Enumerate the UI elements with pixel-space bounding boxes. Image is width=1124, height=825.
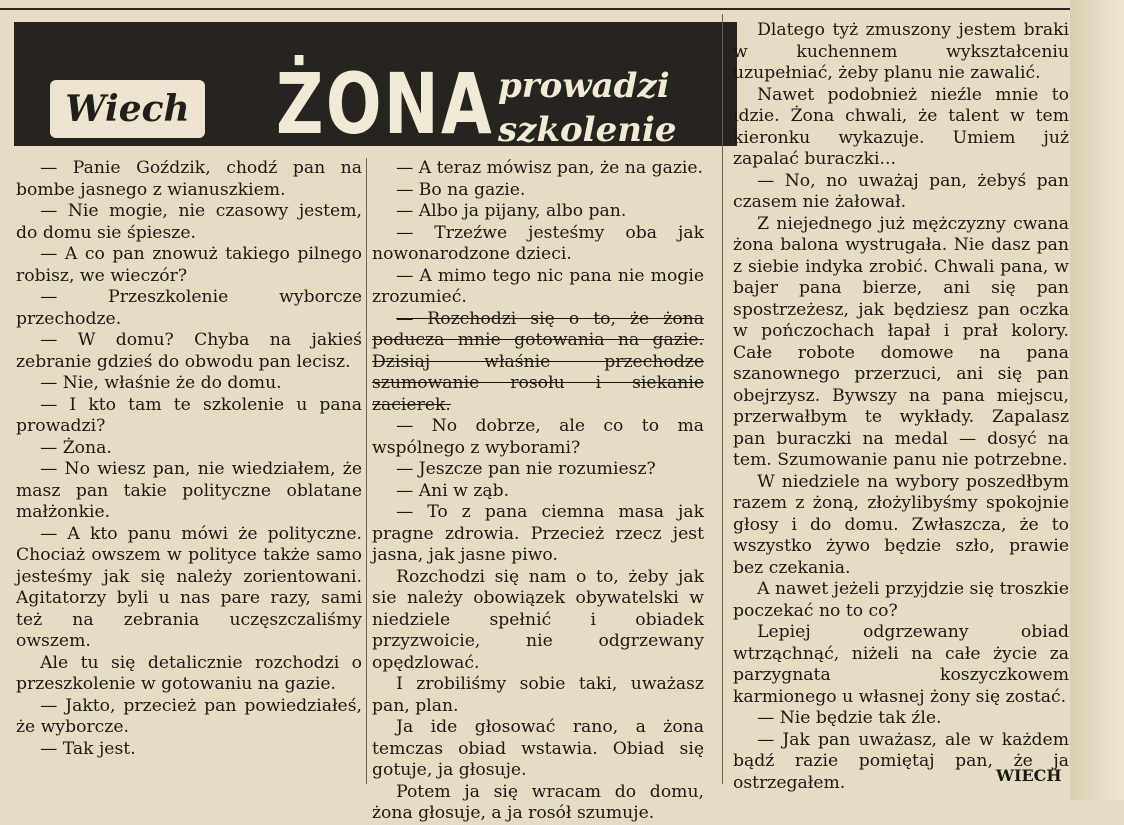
paragraph: — A co pan znowuż takiego pilnego robisz, we wieczór? <box>16 244 362 286</box>
article-subtitle <box>498 64 677 152</box>
author-signature: WIECH <box>996 766 1062 785</box>
paragraph: Rozchodzi się nam o to, żeby jak sie należy obowiązek obywatelski w niedziele spełnić i obiadek przyzwoicie, nie odgrzewany opędzlować. <box>372 566 704 673</box>
paragraph: — W domu? Chyba na jakieś zebranie gdzieś do obwodu pan lecisz. <box>16 330 362 372</box>
headline-banner <box>14 22 737 153</box>
column-divider <box>366 158 367 784</box>
paragraph: A nawet jeżeli przyjdzie się troszkie poczekać no to co? <box>733 579 1069 621</box>
paragraph: Lepiej odgrzewany obiad wtrząchnąć, niżeli na całe życie za parzygnata koszyczkowem karmionego u własnej żony się zostać. <box>733 622 1069 707</box>
paragraph: — No dobrze, ale co to ma wspólnego z wyborami? <box>372 416 704 458</box>
paragraph: — Albo ja pijany, albo pan. <box>396 201 627 221</box>
paragraph: — Nie mogie, nie czasowy jestem, do domu sie śpiesze. <box>16 201 362 243</box>
paper-edge <box>1070 0 1124 800</box>
paragraph: — Rozchodzi się o to, że żona poducza mnie gotowania na gazie. Dzisiaj właśnie przechodze szumowanie rosołu i siekanie zacierek. <box>372 308 704 415</box>
paragraph: — Bo na gazie. <box>396 179 526 200</box>
paragraph: — To z pana ciemna masa jak pragne zdrowia. Przecież rzecz jest jasna, jak jasne piwo. <box>372 502 704 565</box>
paragraph: — Panie Goździk, chodź pan na bombe jasnego z wianuszkiem. <box>16 158 362 200</box>
paragraph: — Jak pan uważasz, ale w każdem bądź razie pomiętaj pan, że ja ostrzegałem. <box>733 729 1069 793</box>
paragraph: — A mimo tego nic pana nie mogie zrozumieć. <box>372 265 704 307</box>
paragraph: — Trzeźwe jesteśmy oba jak nowonarodzone dzieci. <box>372 222 704 264</box>
paragraph: — Nie będzie tak źle. <box>757 708 942 728</box>
paragraph: — Ani w ząb. <box>396 480 510 501</box>
paragraph: — Żona. <box>40 437 112 458</box>
paragraph: — Nie, właśnie że do domu. <box>40 373 282 393</box>
author-label: Wiech <box>50 80 205 138</box>
paragraph: — A teraz mówisz pan, że na gazie. <box>396 158 704 178</box>
paragraph: — No wiesz pan, nie wiedziałem, że masz pan takie polityczne oblatane małżonkie. <box>16 459 362 522</box>
paragraph: — No, no uważaj pan, żebyś pan czasem nie żałował. <box>733 170 1069 212</box>
column-divider <box>722 14 723 784</box>
paragraph: — Przeszkolenie wyborcze przechodze. <box>16 287 362 329</box>
subtitle-line-1: prowadzi <box>498 66 670 106</box>
subtitle-line-2: szkolenie <box>498 110 677 150</box>
paragraph: Ja ide głosować rano, a żona temczas obiad wstawia. Obiad się gotuje, ja głosuje. <box>372 717 704 780</box>
text-column-3 <box>733 20 1069 794</box>
text-column-2 <box>372 158 704 825</box>
top-rule <box>0 8 1124 10</box>
paragraph: Nawet podobnież nieźle mnie to idzie. Żona chwali, że talent w tem kieronku wykazuje. Umiem już zapalać buraczki... <box>733 84 1069 169</box>
article-title: ŻONA <box>276 55 495 153</box>
paragraph: — Jakto, przecież pan powiedziałeś, że wyborcze. <box>16 695 362 737</box>
paragraph: — Tak jest. <box>40 738 136 759</box>
paragraph: — A kto panu mówi że polityczne. Chociaż owszem w polityce także samo jesteśmy jak się należy zorientowani. Agitatorzy byli u nas pare razy, sami też na zebrania uczęszczaliśmy owszem. <box>16 523 362 651</box>
paragraph: — I kto tam te szkolenie u pana prowadzi? <box>16 394 362 436</box>
paragraph: — Jeszcze pan nie rozumiesz? <box>396 459 656 479</box>
paragraph: W niedziele na wybory poszedłbym razem z żoną, złożylibyśmy spokojnie głosy i do domu. Zwłaszcza, że to wszystko żywo będzie szło, prawie bez czekania. <box>733 471 1069 578</box>
paragraph: Potem ja się wracam do domu, żona głosuje, a ja rosół szumuje. <box>372 781 704 823</box>
paragraph: Dlatego tyż zmuszony jestem braki w kuchennem wykształceniu uzupełniać, żeby planu nie zawalić. <box>733 20 1069 83</box>
paragraph: Z niejednego już mężczyzny cwana żona balona wystrugała. Nie dasz pan z siebie indyka zrobić. Chwali pana, w bajer pana bierze, ani się pan spostrzeżesz, jak będziesz pan oczka w pończochach łapał i prał kolory. Całe robote domowe na pana szanownego przerzuci, ani się pan obejrzysz. Bywszy na pana miejscu, przerwałbym te wykłady. Zapalasz pan buraczki na medal — dosyć na tem. Szumowanie panu nie potrzebne. <box>733 213 1069 470</box>
paragraph: I zrobiliśmy sobie taki, uważasz pan, plan. <box>372 674 704 716</box>
paragraph: Ale tu się detalicznie rozchodzi o przeszkolenie w gotowaniu na gazie. <box>16 652 362 694</box>
text-column-1 <box>16 158 362 760</box>
